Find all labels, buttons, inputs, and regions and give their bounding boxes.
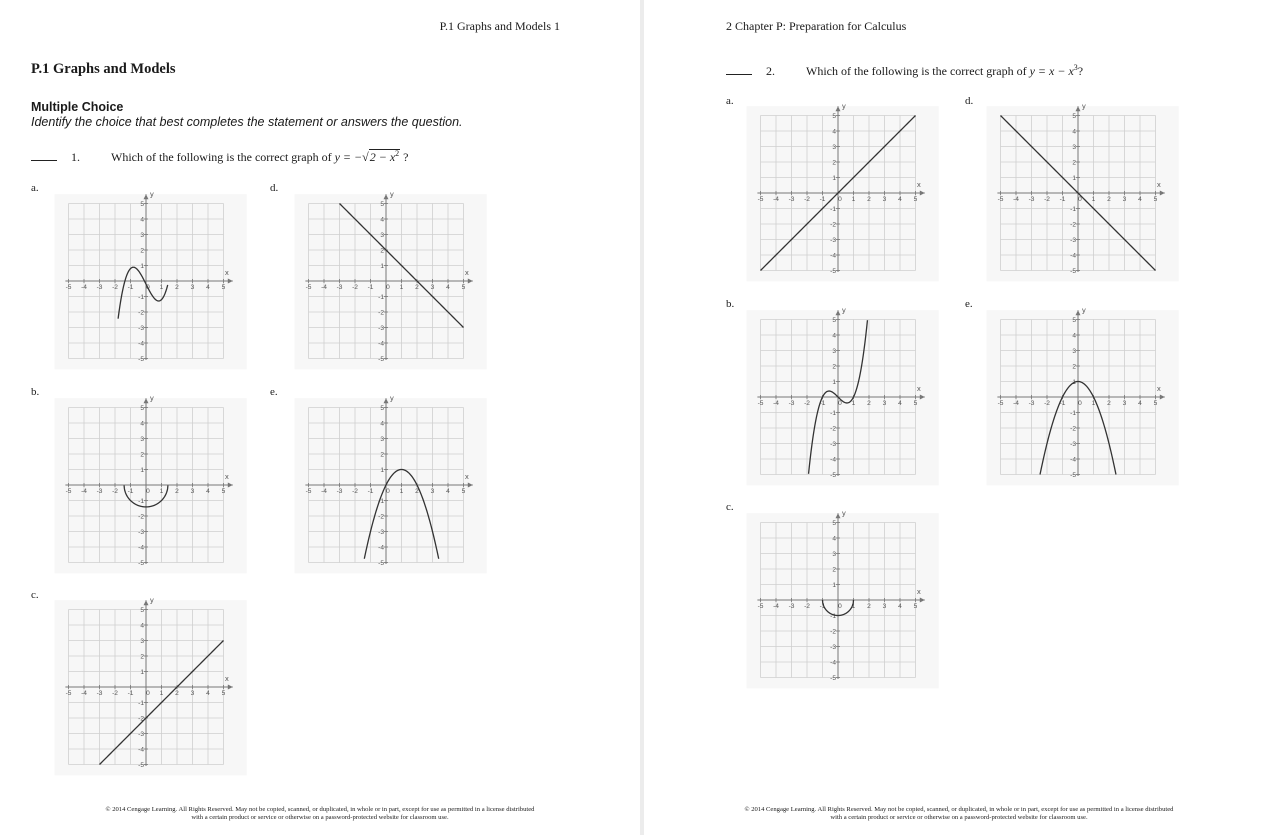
y-tick-label: -5 xyxy=(830,471,836,479)
graph-q2-e xyxy=(992,302,1182,492)
y-tick-label: 4 xyxy=(832,128,836,136)
x-tick-label: -5 xyxy=(997,196,1004,203)
option-d-label: d. xyxy=(965,95,974,107)
x-tick-label: 3 xyxy=(190,284,195,291)
y-tick-label: 2 xyxy=(140,451,144,459)
x-axis-label: x xyxy=(917,587,921,596)
y-tick-label: -2 xyxy=(378,513,384,521)
x-tick-label: 1 xyxy=(851,603,856,610)
y-tick-label: 3 xyxy=(380,435,384,443)
y-tick-label: 4 xyxy=(140,216,144,224)
x-tick-label: 0 xyxy=(386,284,390,291)
y-tick-label: -5 xyxy=(138,559,144,567)
y-axis-label: y xyxy=(842,305,846,315)
question-mark: ? xyxy=(403,150,409,164)
graph-q1-a xyxy=(60,186,250,376)
y-tick-label: 2 xyxy=(1072,159,1076,167)
x-tick-label: 1 xyxy=(159,284,164,291)
x-tick-label: -5 xyxy=(65,488,72,495)
x-tick-label: 2 xyxy=(1107,400,1111,407)
y-tick-label: -1 xyxy=(378,497,384,505)
y-tick-label: -1 xyxy=(830,205,836,213)
x-tick-label: 5 xyxy=(221,690,226,697)
y-tick-label: -1 xyxy=(830,612,836,620)
y-tick-label: 2 xyxy=(140,653,144,661)
x-tick-label: 1 xyxy=(851,400,856,407)
x-axis-label: x xyxy=(465,472,469,481)
y-tick-label: -3 xyxy=(830,236,836,244)
y-tick-label: -1 xyxy=(138,293,144,301)
answer-blank[interactable] xyxy=(726,73,752,75)
footer-line-1: © 2014 Cengage Learning. All Rights Reserved. May not be copied, scanned, or duplicated, in whole or in part, except for use as permitted in a license distributed xyxy=(105,806,535,813)
y-tick-label: -5 xyxy=(138,761,144,769)
x-tick-label: -4 xyxy=(773,196,779,203)
y-tick-label: -5 xyxy=(1070,471,1076,479)
x-tick-label: -2 xyxy=(1044,400,1050,407)
graph-q2-a xyxy=(752,98,942,288)
y-tick-label: -1 xyxy=(138,699,144,707)
x-tick-label: 4 xyxy=(206,284,210,291)
x-tick-label: -1 xyxy=(819,603,826,610)
x-tick-label: 3 xyxy=(190,690,195,697)
x-tick-label: 3 xyxy=(882,400,887,407)
y-tick-label: -4 xyxy=(138,340,144,348)
x-tick-label: 5 xyxy=(913,196,918,203)
y-tick-label: 5 xyxy=(832,519,836,527)
x-tick-label: 3 xyxy=(190,488,195,495)
x-tick-label: 0 xyxy=(838,196,842,203)
x-tick-label: -2 xyxy=(804,603,810,610)
y-tick-label: 3 xyxy=(140,231,144,239)
x-tick-label: -3 xyxy=(788,400,795,407)
y-tick-label: -5 xyxy=(830,267,836,275)
x-tick-label: 0 xyxy=(146,690,150,697)
x-tick-label: -4 xyxy=(1013,400,1019,407)
x-tick-label: -1 xyxy=(1059,400,1066,407)
y-tick-label: -2 xyxy=(138,309,144,317)
y-tick-label: -3 xyxy=(138,528,144,536)
x-tick-label: -5 xyxy=(65,690,72,697)
x-tick-label: 0 xyxy=(386,488,390,495)
y-tick-label: -1 xyxy=(138,497,144,505)
x-tick-label: 1 xyxy=(159,488,164,495)
y-tick-label: -2 xyxy=(830,628,836,636)
x-tick-label: 5 xyxy=(221,488,226,495)
question-1 xyxy=(31,149,408,165)
y-tick-label: 2 xyxy=(380,451,384,459)
y-tick-label: 3 xyxy=(1072,347,1076,355)
x-tick-label: -2 xyxy=(112,690,118,697)
x-tick-label: 4 xyxy=(898,603,902,610)
x-tick-label: 4 xyxy=(206,488,210,495)
y-tick-label: 5 xyxy=(380,404,384,412)
x-tick-label: 5 xyxy=(461,488,466,495)
x-tick-label: 5 xyxy=(913,603,918,610)
y-tick-label: 4 xyxy=(832,535,836,543)
x-tick-label: -2 xyxy=(352,284,358,291)
y-tick-label: 4 xyxy=(1072,332,1076,340)
x-axis-label: x xyxy=(917,384,921,393)
x-tick-label: -1 xyxy=(1059,196,1066,203)
x-tick-label: -4 xyxy=(321,284,327,291)
question-number: 1. xyxy=(71,150,80,164)
y-tick-label: 1 xyxy=(140,466,144,474)
y-axis-label: y xyxy=(842,508,846,518)
y-tick-label: -4 xyxy=(1070,252,1076,260)
y-tick-label: 1 xyxy=(140,262,144,270)
x-tick-label: -1 xyxy=(819,400,826,407)
x-tick-label: -3 xyxy=(96,488,103,495)
y-tick-label: -2 xyxy=(830,425,836,433)
radicand-text: 2 − x xyxy=(369,150,396,164)
graph-q1-c xyxy=(60,592,250,782)
x-tick-label: 4 xyxy=(898,196,902,203)
y-tick-label: -3 xyxy=(1070,236,1076,244)
y-tick-label: -2 xyxy=(138,513,144,521)
y-tick-label: 5 xyxy=(832,316,836,324)
y-tick-label: 5 xyxy=(140,200,144,208)
y-tick-label: -4 xyxy=(830,659,836,667)
x-tick-label: -4 xyxy=(1013,196,1019,203)
x-axis-label: x xyxy=(225,472,229,481)
y-tick-label: 3 xyxy=(832,347,836,355)
y-tick-label: -4 xyxy=(1070,456,1076,464)
x-tick-label: -2 xyxy=(804,400,810,407)
x-tick-label: -4 xyxy=(773,400,779,407)
y-tick-label: -4 xyxy=(830,456,836,464)
y-tick-label: 2 xyxy=(1072,363,1076,371)
x-tick-label: 1 xyxy=(1091,400,1096,407)
x-tick-label: 0 xyxy=(146,488,150,495)
y-tick-label: -5 xyxy=(378,355,384,363)
x-tick-label: 5 xyxy=(1153,196,1158,203)
x-tick-label: -5 xyxy=(757,196,764,203)
y-tick-label: 5 xyxy=(380,200,384,208)
y-axis-label: y xyxy=(842,101,846,111)
x-tick-label: 1 xyxy=(159,690,164,697)
x-tick-label: -2 xyxy=(1044,196,1050,203)
y-tick-label: 1 xyxy=(832,581,836,589)
y-tick-label: -3 xyxy=(1070,440,1076,448)
y-tick-label: -5 xyxy=(830,674,836,682)
y-axis-label: y xyxy=(1082,305,1086,315)
y-tick-label: 2 xyxy=(380,247,384,255)
y-axis-label: y xyxy=(390,393,394,403)
graph-q2-b xyxy=(752,302,942,492)
y-tick-label: 4 xyxy=(140,420,144,428)
x-tick-label: -2 xyxy=(112,284,118,291)
x-tick-label: -3 xyxy=(788,603,795,610)
x-axis-label: x xyxy=(465,268,469,277)
y-tick-label: 2 xyxy=(832,159,836,167)
question-mark: ? xyxy=(1077,64,1084,78)
y-tick-label: -5 xyxy=(1070,267,1076,275)
y-tick-label: 5 xyxy=(1072,112,1076,120)
x-tick-label: -4 xyxy=(773,603,779,610)
x-tick-label: 2 xyxy=(175,284,179,291)
y-tick-label: 1 xyxy=(1072,378,1076,386)
y-tick-label: -1 xyxy=(830,409,836,417)
x-tick-label: -5 xyxy=(757,603,764,610)
x-tick-label: -3 xyxy=(336,284,343,291)
y-tick-label: 1 xyxy=(140,668,144,676)
y-tick-label: 5 xyxy=(140,404,144,412)
y-tick-label: -5 xyxy=(138,355,144,363)
x-tick-label: -4 xyxy=(81,690,87,697)
y-tick-label: 4 xyxy=(380,216,384,224)
y-tick-label: 3 xyxy=(140,637,144,645)
x-tick-label: 1 xyxy=(851,196,856,203)
equation-text: y = x − x xyxy=(1029,64,1074,78)
x-tick-label: 0 xyxy=(1078,400,1082,407)
x-tick-label: 5 xyxy=(461,284,466,291)
y-tick-label: 2 xyxy=(832,363,836,371)
x-tick-label: -3 xyxy=(96,284,103,291)
x-tick-label: 0 xyxy=(838,400,842,407)
x-tick-label: -1 xyxy=(127,690,134,697)
x-tick-label: 5 xyxy=(913,400,918,407)
footer-line-2: with a certain product or service or otherwise on a password-protected website for classroom use. xyxy=(191,814,449,821)
y-tick-label: 1 xyxy=(832,378,836,386)
x-tick-label: 2 xyxy=(415,488,419,495)
y-tick-label: -1 xyxy=(378,293,384,301)
question-2 xyxy=(726,63,1083,79)
graph-q1-b xyxy=(60,390,250,580)
y-tick-label: -3 xyxy=(378,528,384,536)
y-tick-label: 3 xyxy=(1072,143,1076,151)
question-number: 2. xyxy=(766,64,775,78)
y-tick-label: -4 xyxy=(378,544,384,552)
y-axis-label: y xyxy=(150,595,154,605)
x-tick-label: 4 xyxy=(1138,400,1142,407)
option-c-label: c. xyxy=(31,589,39,601)
x-tick-label: 3 xyxy=(882,603,887,610)
x-tick-label: -3 xyxy=(788,196,795,203)
x-tick-label: 1 xyxy=(399,284,404,291)
y-tick-label: 1 xyxy=(832,174,836,182)
x-axis-label: x xyxy=(1157,384,1161,393)
y-axis-label: y xyxy=(150,393,154,403)
x-tick-label: -4 xyxy=(81,284,87,291)
x-tick-label: 3 xyxy=(1122,400,1127,407)
y-axis-label: y xyxy=(390,189,394,199)
y-tick-label: -3 xyxy=(830,643,836,651)
radical-sign: √ xyxy=(362,150,369,164)
y-tick-label: -4 xyxy=(138,746,144,754)
y-tick-label: 1 xyxy=(380,262,384,270)
option-a-label: a. xyxy=(31,182,39,194)
equation-lhs: y = − xyxy=(334,150,363,164)
x-tick-label: 4 xyxy=(446,488,450,495)
y-tick-label: -3 xyxy=(138,730,144,738)
copyright-footer xyxy=(664,806,1254,822)
x-tick-label: 2 xyxy=(867,603,871,610)
x-tick-label: 3 xyxy=(882,196,887,203)
graph-q2-c xyxy=(752,505,942,695)
section-title: P.1 Graphs and Models xyxy=(31,61,176,77)
y-axis-label: y xyxy=(1082,101,1086,111)
x-tick-label: -5 xyxy=(997,400,1004,407)
y-tick-label: -5 xyxy=(378,559,384,567)
x-tick-label: -1 xyxy=(819,196,826,203)
y-tick-label: 4 xyxy=(380,420,384,428)
graph-q1-d xyxy=(300,186,490,376)
y-tick-label: 4 xyxy=(832,332,836,340)
x-tick-label: 2 xyxy=(867,196,871,203)
y-tick-label: 3 xyxy=(140,435,144,443)
footer-line-1: © 2014 Cengage Learning. All Rights Reserved. May not be copied, scanned, or duplicated, in whole or in part, except for use as permitted in a license distributed xyxy=(744,806,1174,813)
x-tick-label: -1 xyxy=(127,488,134,495)
exponent: 2 xyxy=(395,149,400,158)
y-tick-label: -1 xyxy=(1070,409,1076,417)
x-tick-label: 1 xyxy=(399,488,404,495)
x-tick-label: 4 xyxy=(206,690,210,697)
equation xyxy=(1030,64,1078,78)
y-tick-label: -4 xyxy=(830,252,836,260)
x-tick-label: 3 xyxy=(1122,196,1127,203)
option-e-label: e. xyxy=(965,298,973,310)
y-tick-label: -3 xyxy=(830,440,836,448)
x-tick-label: 0 xyxy=(146,284,150,291)
right-page xyxy=(644,0,1266,835)
y-tick-label: -2 xyxy=(138,715,144,723)
x-tick-label: 4 xyxy=(446,284,450,291)
y-tick-label: 2 xyxy=(140,247,144,255)
instructions: Identify the choice that best completes the statement or answers the question. xyxy=(31,115,463,129)
x-tick-label: 2 xyxy=(175,488,179,495)
x-tick-label: -5 xyxy=(305,284,312,291)
x-tick-label: -3 xyxy=(1028,196,1035,203)
x-tick-label: 0 xyxy=(838,603,842,610)
y-tick-label: -2 xyxy=(1070,221,1076,229)
x-tick-label: 4 xyxy=(1138,196,1142,203)
x-tick-label: 2 xyxy=(175,690,179,697)
y-tick-label: -2 xyxy=(378,309,384,317)
option-a-label: a. xyxy=(726,95,734,107)
x-tick-label: -1 xyxy=(367,488,374,495)
y-tick-label: -2 xyxy=(1070,425,1076,433)
y-tick-label: 3 xyxy=(832,550,836,558)
y-tick-label: -4 xyxy=(378,340,384,348)
x-tick-label: 1 xyxy=(1091,196,1096,203)
radicand xyxy=(369,149,400,164)
x-axis-label: x xyxy=(917,180,921,189)
x-tick-label: -4 xyxy=(321,488,327,495)
y-tick-label: -4 xyxy=(138,544,144,552)
x-tick-label: -1 xyxy=(367,284,374,291)
x-tick-label: -5 xyxy=(305,488,312,495)
y-tick-label: 5 xyxy=(1072,316,1076,324)
x-tick-label: 2 xyxy=(867,400,871,407)
option-d-label: d. xyxy=(270,182,279,194)
x-tick-label: -5 xyxy=(757,400,764,407)
x-tick-label: -3 xyxy=(336,488,343,495)
x-axis-label: x xyxy=(1157,180,1161,189)
x-tick-label: 3 xyxy=(430,488,435,495)
y-tick-label: 3 xyxy=(832,143,836,151)
question-text: Which of the following is the correct graph of xyxy=(806,64,1027,78)
option-e-label: e. xyxy=(270,386,278,398)
x-tick-label: 3 xyxy=(430,284,435,291)
answer-blank[interactable] xyxy=(31,159,57,161)
x-tick-label: -2 xyxy=(352,488,358,495)
x-tick-label: 2 xyxy=(1107,196,1111,203)
running-head: P.1 Graphs and Models 1 xyxy=(439,19,560,33)
x-axis-label: x xyxy=(225,268,229,277)
x-tick-label: 2 xyxy=(415,284,419,291)
option-b-label: b. xyxy=(726,298,735,310)
equation xyxy=(335,149,401,164)
y-tick-label: 4 xyxy=(140,622,144,630)
x-tick-label: 4 xyxy=(898,400,902,407)
y-tick-label: 5 xyxy=(140,606,144,614)
y-tick-label: 3 xyxy=(380,231,384,239)
y-tick-label: -3 xyxy=(138,324,144,332)
graph-q2-d xyxy=(992,98,1182,288)
running-head: 2 Chapter P: Preparation for Calculus xyxy=(726,19,907,33)
graph-q1-e xyxy=(300,390,490,580)
footer-line-2: with a certain product or service or otherwise on a password-protected website for classroom use. xyxy=(830,814,1088,821)
x-tick-label: -4 xyxy=(81,488,87,495)
x-tick-label: -3 xyxy=(1028,400,1035,407)
exponent: 3 xyxy=(1073,63,1078,72)
option-c-label: c. xyxy=(726,501,734,513)
y-tick-label: 1 xyxy=(1072,174,1076,182)
y-tick-label: 1 xyxy=(380,466,384,474)
copyright-footer xyxy=(20,806,620,822)
x-tick-label: -2 xyxy=(804,196,810,203)
x-tick-label: -5 xyxy=(65,284,72,291)
x-axis-label: x xyxy=(225,674,229,683)
y-axis-label: y xyxy=(150,189,154,199)
y-tick-label: 5 xyxy=(832,112,836,120)
y-tick-label: 4 xyxy=(1072,128,1076,136)
question-text: Which of the following is the correct graph of xyxy=(111,150,332,164)
x-tick-label: -1 xyxy=(127,284,134,291)
y-tick-label: 2 xyxy=(832,566,836,574)
y-tick-label: -1 xyxy=(1070,205,1076,213)
x-tick-label: -2 xyxy=(112,488,118,495)
option-b-label: b. xyxy=(31,386,40,398)
x-tick-label: -3 xyxy=(96,690,103,697)
multiple-choice-heading: Multiple Choice xyxy=(31,100,124,114)
x-tick-label: 0 xyxy=(1078,196,1082,203)
x-tick-label: 5 xyxy=(221,284,226,291)
y-tick-label: -2 xyxy=(830,221,836,229)
y-tick-label: -3 xyxy=(378,324,384,332)
x-tick-label: 5 xyxy=(1153,400,1158,407)
